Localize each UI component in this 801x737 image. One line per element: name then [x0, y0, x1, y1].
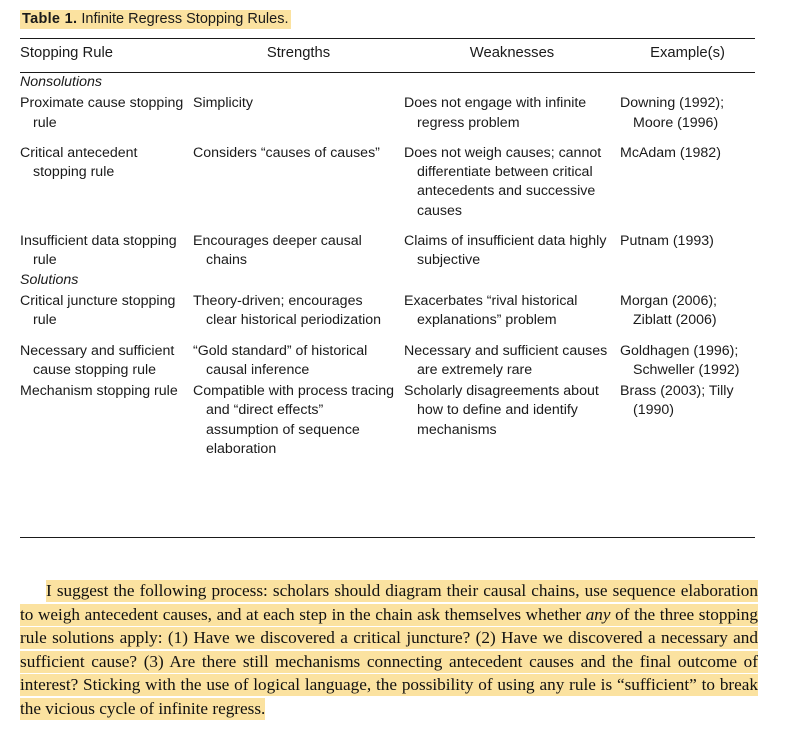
cell-stopping-rule [20, 92, 193, 133]
cell-stopping-rule [20, 133, 193, 221]
cell-text: Exacerbates “rival historical explanations” problem [404, 292, 578, 329]
cell-weaknesses [404, 290, 620, 331]
table-row [20, 380, 755, 459]
cell-strengths [193, 92, 404, 133]
table-top-rule [20, 38, 755, 39]
cell-text: Critical antecedent stopping rule [20, 144, 138, 181]
cell-strengths [193, 221, 404, 271]
cell-text: Goldhagen (1996); Schweller (1992) [620, 342, 740, 378]
table-header [20, 44, 755, 73]
group-label-nonsolutions: Nonsolutions [20, 74, 103, 90]
cell-text: Encourages deeper causal chains [193, 233, 362, 269]
cell-examples [620, 133, 755, 221]
cell-examples [620, 221, 755, 271]
cell-examples [620, 331, 755, 381]
cell-text: Scholarly disagreements about how to define and identify mechanisms [404, 383, 599, 438]
cell-text: Brass (2003); Tilly (1990) [620, 383, 734, 419]
cell-text: Necessary and sufficient cause stopping rule [20, 342, 175, 378]
paragraph-highlight [20, 580, 758, 720]
cell-text: Insufficient data stopping rule [20, 233, 177, 269]
column-header-weaknesses: Weaknesses [469, 45, 555, 61]
cell-text: Critical juncture stopping rule [20, 292, 176, 329]
cell-stopping-rule [20, 290, 193, 331]
cell-strengths [193, 331, 404, 381]
cell-text: “Gold standard” of historical causal inference [193, 342, 368, 378]
column-header-strengths: Strengths [266, 45, 331, 61]
cell-text: Theory-driven; encourages clear historical periodization [193, 292, 382, 329]
cell-weaknesses [404, 221, 620, 271]
cell-examples [620, 92, 755, 133]
table-body [20, 73, 755, 459]
cell-weaknesses [404, 92, 620, 133]
paragraph-text-part1: I suggest the following process: scholars should diagram their causal chains, use sequence elaboration to weigh antecedent causes, and at each step in the chain ask themselves whether [20, 581, 758, 624]
cell-text: Does not weigh causes; cannot differentiate between critical antecedents and successive causes [404, 144, 602, 219]
table-caption-highlight [20, 10, 291, 29]
cell-text: Mechanism stopping rule [20, 383, 178, 400]
cell-weaknesses [404, 380, 620, 459]
cell-stopping-rule [20, 331, 193, 381]
paragraph-text-part2: of the three stopping rule solutions apply: (1) Have we discovered a critical juncture? (2) Have we discovered a necessary and sufficient cause? (3) Are there still mechanisms connecting antecedent causes and the final outcome of interest? Sticking with the use of logical language, the possibility of using any rule is “sufficient” to break the vicious cycle of infinite regress. [20, 604, 758, 718]
table-row [20, 331, 755, 381]
cell-weaknesses [404, 331, 620, 381]
cell-text: Morgan (2006); Ziblatt (2006) [620, 292, 717, 329]
cell-text: McAdam (1982) [620, 144, 721, 161]
cell-examples [620, 290, 755, 331]
clipped-next-paragraph [20, 728, 758, 737]
paragraph-emphasis-any: any [585, 604, 611, 624]
cell-text: Compatible with process tracing and “direct effects” assumption of sequence elaboration [193, 383, 395, 458]
cell-strengths [193, 290, 404, 331]
table-caption-label: Table 1. [22, 11, 78, 27]
table-row [20, 290, 755, 331]
column-header-examples: Example(s) [650, 45, 725, 61]
table-row [20, 92, 755, 133]
table-group-row [20, 271, 755, 290]
body-paragraph [20, 579, 758, 720]
cell-strengths [193, 380, 404, 459]
cell-weaknesses [404, 133, 620, 221]
table-header-row [20, 44, 755, 73]
table-bottom-rule [20, 537, 755, 538]
column-header-stopping-rule: Stopping Rule [20, 45, 113, 61]
cell-strengths [193, 133, 404, 221]
table-group-row [20, 73, 755, 92]
cell-stopping-rule [20, 380, 193, 459]
group-label-solutions: Solutions [20, 271, 79, 288]
cell-text: Putnam (1993) [620, 233, 714, 250]
stopping-rules-table [20, 44, 755, 459]
cell-stopping-rule [20, 221, 193, 271]
table-caption-text: Infinite Regress Stopping Rules. [81, 11, 289, 27]
table-row [20, 221, 755, 271]
table-row [20, 133, 755, 221]
cell-text: Necessary and sufficient causes are extremely rare [404, 342, 608, 378]
cell-text: Considers “causes of causes” [193, 144, 380, 161]
cell-examples [620, 380, 755, 459]
cell-text: Simplicity [193, 95, 253, 112]
cell-text: Does not engage with infinite regress problem [404, 95, 587, 131]
cell-text: Claims of insufficient data highly subjective [404, 233, 607, 269]
cell-text: Proximate cause stopping rule [20, 95, 184, 131]
table-caption [20, 9, 291, 29]
cell-text: Downing (1992); Moore (1996) [620, 95, 725, 131]
